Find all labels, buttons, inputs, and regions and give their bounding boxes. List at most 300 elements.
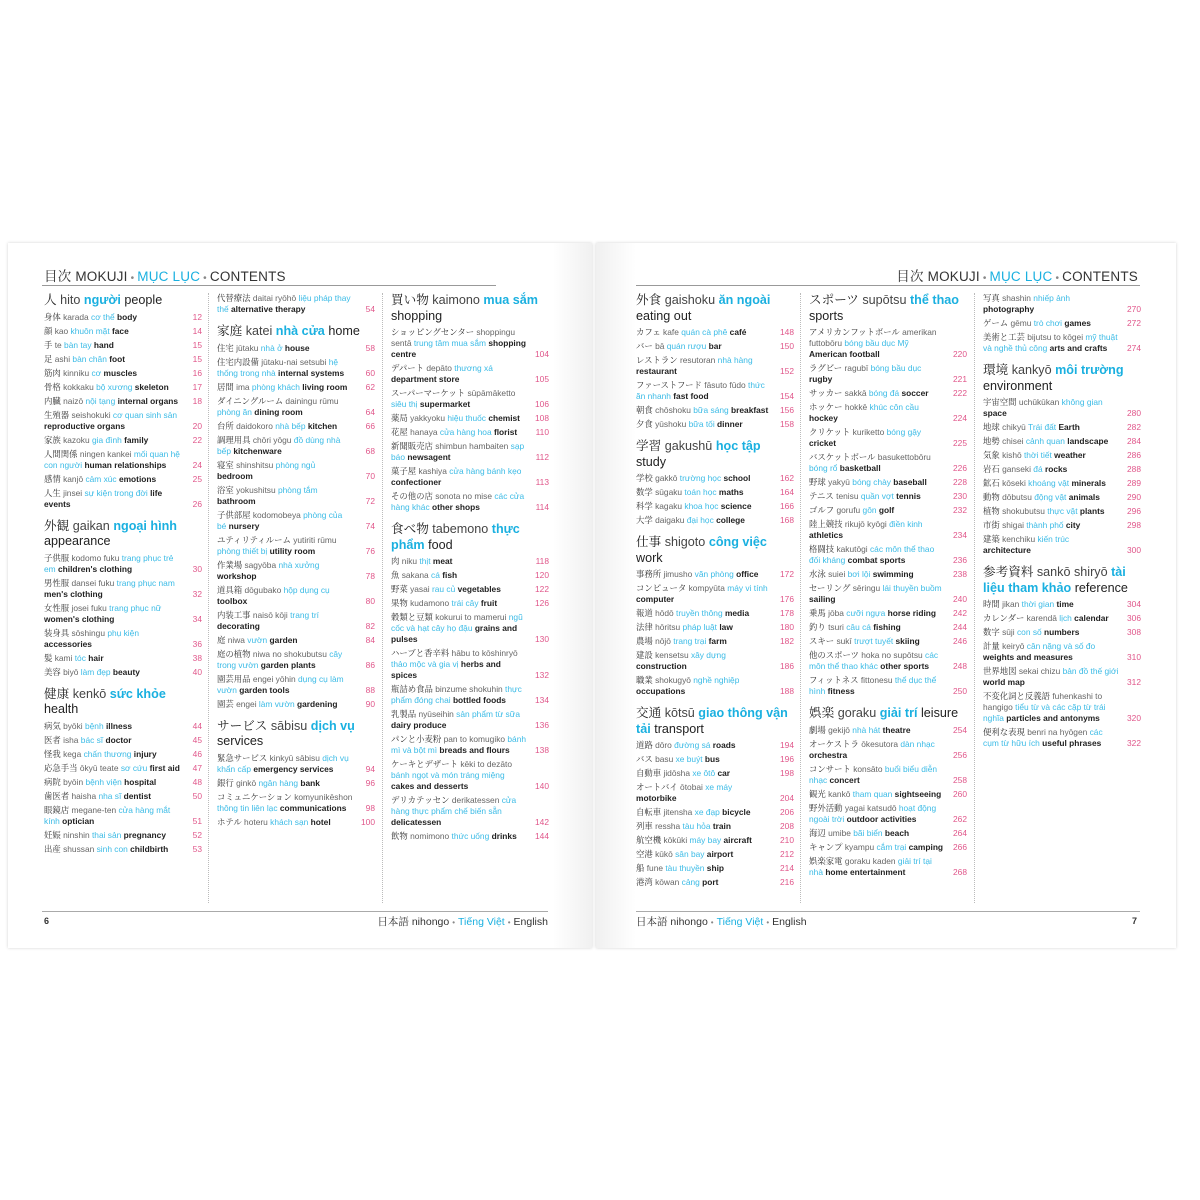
entry-ro: dōro xyxy=(655,740,672,750)
toc-entry[interactable] xyxy=(217,510,375,532)
entry-jp: 髪 xyxy=(44,652,53,663)
toc-entry[interactable] xyxy=(809,739,967,761)
entry-vi: phòng ăn xyxy=(217,406,252,417)
entry-text xyxy=(44,749,184,760)
toc-entry[interactable] xyxy=(44,312,202,323)
entry-ro: ima xyxy=(236,381,250,392)
toc-entry[interactable] xyxy=(983,422,1141,433)
toc-entry[interactable] xyxy=(636,380,794,402)
entry-vi: cây trong vườn xyxy=(217,648,343,670)
entry-text xyxy=(809,388,949,399)
entry-ro: dōbutsu xyxy=(1002,492,1032,502)
entry-en: gardening xyxy=(297,698,338,709)
toc-entry[interactable] xyxy=(809,636,967,647)
entry-jp: カレンダー xyxy=(983,613,1025,623)
toc-entry[interactable] xyxy=(636,515,794,526)
entry-page-number: 226 xyxy=(953,463,967,473)
entry-vi: tham quan xyxy=(852,788,893,799)
entry-en: architecture xyxy=(983,545,1031,555)
entry-text xyxy=(217,421,357,432)
entry-text xyxy=(636,675,776,697)
entry-vi: sân bay xyxy=(675,849,705,859)
toc-entry[interactable] xyxy=(391,413,549,424)
entry-text xyxy=(983,727,1123,749)
entry-ro: kenchiku xyxy=(1002,534,1036,544)
toc-entry[interactable] xyxy=(217,635,375,646)
entry-text xyxy=(809,327,949,360)
entry-page-number: 120 xyxy=(535,570,549,580)
toc-entry[interactable] xyxy=(391,363,549,385)
toc-entry[interactable] xyxy=(983,691,1141,724)
toc-entry[interactable] xyxy=(636,608,794,619)
toc-entry[interactable] xyxy=(391,327,549,360)
toc-entry[interactable] xyxy=(44,763,202,774)
toc-entry[interactable] xyxy=(636,583,794,605)
section-heading xyxy=(44,293,202,309)
toc-entry[interactable] xyxy=(809,491,967,502)
toc-entry[interactable] xyxy=(809,569,967,580)
toc-entry[interactable] xyxy=(391,759,549,792)
entry-page-number: 46 xyxy=(192,748,202,759)
toc-entry[interactable] xyxy=(809,402,967,424)
entry-text xyxy=(983,464,1123,475)
entry-ro: hokkē xyxy=(844,402,868,412)
entry-ro: rikujō kyōgi xyxy=(844,519,887,529)
heading-vi: giải trí xyxy=(879,706,918,720)
toc-entry[interactable] xyxy=(636,341,794,352)
entry-vi: cắm trại xyxy=(876,841,907,852)
entry-en: bicycle xyxy=(722,807,751,817)
toc-entry[interactable] xyxy=(636,675,794,697)
toc-entry[interactable] xyxy=(636,835,794,846)
entry-vi: cưỡi ngựa xyxy=(846,608,886,618)
entry-ro: umibe xyxy=(828,827,851,838)
toc-entry[interactable] xyxy=(983,599,1141,610)
entry-ro: niwa xyxy=(227,634,245,645)
entry-text xyxy=(391,413,531,424)
entry-en: school xyxy=(723,473,751,483)
toc-entry[interactable] xyxy=(809,583,967,605)
entry-ro: te xyxy=(54,339,62,350)
entry-en: optician xyxy=(62,815,95,826)
toc-entry[interactable] xyxy=(636,473,794,484)
entry-text xyxy=(44,578,184,600)
entry-en: media xyxy=(724,608,750,618)
toc-entry[interactable] xyxy=(809,650,967,672)
entry-page-number: 66 xyxy=(365,420,375,431)
toc-entry[interactable] xyxy=(809,622,967,633)
heading-jp: スポーツ xyxy=(809,293,859,307)
toc-entry[interactable] xyxy=(983,613,1141,624)
entry-text xyxy=(391,466,531,488)
toc-entry[interactable] xyxy=(809,505,967,516)
toc-entry[interactable] xyxy=(809,789,967,800)
entry-page-number: 206 xyxy=(780,807,794,817)
entry-jp: 居間 xyxy=(217,381,234,392)
toc-entry[interactable] xyxy=(44,578,202,600)
toc-entry[interactable] xyxy=(391,441,549,463)
toc-entry[interactable] xyxy=(217,792,375,814)
entry-text xyxy=(636,636,776,647)
entry-en: vegetables xyxy=(457,584,501,594)
toc-entry[interactable] xyxy=(217,382,375,393)
entry-jp: 手 xyxy=(44,339,53,350)
toc-entry[interactable] xyxy=(983,534,1141,556)
entry-jp: 法律 xyxy=(636,622,653,632)
toc-entry[interactable] xyxy=(636,405,794,416)
toc-entry[interactable] xyxy=(809,388,967,399)
toc-entry[interactable] xyxy=(983,727,1141,749)
toc-entry[interactable] xyxy=(983,506,1141,517)
section-heading xyxy=(636,293,794,324)
heading-en: leisure xyxy=(921,706,959,720)
entry-en: bottled foods xyxy=(452,695,506,705)
entry-vi: phụ kiện xyxy=(107,627,139,638)
toc-entry[interactable] xyxy=(44,721,202,732)
toc-entry[interactable] xyxy=(636,807,794,818)
toc-entry[interactable] xyxy=(217,357,375,379)
header-en: CONTENTS xyxy=(209,269,286,284)
entry-en: car xyxy=(717,768,731,778)
toc-entry[interactable] xyxy=(391,795,549,828)
toc-entry[interactable] xyxy=(636,622,794,633)
entry-vi: bữa sáng xyxy=(693,405,729,415)
entry-en: confectioner xyxy=(391,477,442,487)
toc-entry[interactable] xyxy=(391,734,549,756)
toc-entry[interactable] xyxy=(44,844,202,855)
entry-jp: 身体 xyxy=(44,311,61,322)
page-number: 7 xyxy=(1132,916,1138,926)
entry-text xyxy=(636,487,776,498)
toc-entry[interactable] xyxy=(44,396,202,407)
entry-en: chemist xyxy=(488,413,520,423)
toc-entry[interactable] xyxy=(983,641,1141,663)
heading-jp: 参考資料 xyxy=(983,565,1034,579)
toc-entry[interactable] xyxy=(44,474,202,485)
toc-entry[interactable] xyxy=(44,667,202,678)
toc-entry[interactable] xyxy=(636,419,794,430)
entry-vi: sự kiện trong đời xyxy=(84,487,148,498)
toc-entry[interactable] xyxy=(809,477,967,488)
entry-text xyxy=(44,628,184,650)
toc-entry[interactable] xyxy=(983,666,1141,688)
entry-text xyxy=(636,754,776,765)
toc-entry[interactable] xyxy=(809,544,967,566)
toc-entry[interactable] xyxy=(44,410,202,432)
toc-entry[interactable] xyxy=(44,382,202,393)
toc-entry[interactable] xyxy=(391,612,549,645)
toc-entry[interactable] xyxy=(809,828,967,839)
toc-entry[interactable] xyxy=(391,831,549,842)
entry-ro: derikatessen xyxy=(451,795,500,805)
toc-entry[interactable] xyxy=(809,519,967,541)
toc-entry[interactable] xyxy=(217,535,375,557)
toc-entry[interactable] xyxy=(391,709,549,731)
toc-entry[interactable] xyxy=(636,821,794,832)
entry-page-number: 50 xyxy=(192,790,202,801)
heading-jp: 人 xyxy=(44,293,57,307)
entry-jp: 時間 xyxy=(983,599,1000,609)
toc-entry[interactable] xyxy=(391,491,549,513)
entry-vi: phòng của bé xyxy=(217,509,343,531)
entry-jp: コミュニケーション xyxy=(217,791,292,802)
entry-ro: jimusho xyxy=(663,569,693,579)
entry-ro: kakutōgi xyxy=(836,544,868,554)
entry-en: breads and flours xyxy=(439,745,510,755)
toc-entry[interactable] xyxy=(391,466,549,488)
entry-en: drinks xyxy=(491,831,517,841)
entry-text xyxy=(809,452,949,474)
toc-entry[interactable] xyxy=(217,610,375,632)
entry-page-number: 156 xyxy=(780,405,794,415)
entry-jp: ホッケー xyxy=(809,402,843,412)
entry-vi: thành phố xyxy=(1026,520,1064,530)
entry-ro: keiryō xyxy=(1002,641,1025,651)
toc-entry[interactable] xyxy=(636,355,794,377)
entry-ro: shimbun hambaiten xyxy=(435,441,509,451)
entry-page-number: 234 xyxy=(953,530,967,540)
toc-entry[interactable] xyxy=(809,608,967,619)
entry-en: newsagent xyxy=(407,452,451,462)
toc-entry[interactable] xyxy=(217,585,375,607)
entry-text xyxy=(809,622,949,633)
entry-jp: 穀類と豆類 xyxy=(391,612,433,622)
entry-jp: 調理用具 xyxy=(217,434,251,445)
toc-entry[interactable] xyxy=(44,603,202,625)
toc-entry[interactable] xyxy=(44,777,202,788)
entry-vi: nhà bếp xyxy=(275,420,306,431)
entry-text xyxy=(391,363,531,385)
entry-page-number: 64 xyxy=(365,406,375,417)
toc-entry[interactable] xyxy=(44,435,202,446)
toc-entry[interactable] xyxy=(391,388,549,410)
toc-entry[interactable] xyxy=(983,436,1141,447)
heading-ro: kenkō xyxy=(72,686,107,701)
toc-entry[interactable] xyxy=(217,485,375,507)
entry-vi: bóng chày xyxy=(852,477,891,487)
toc-entry[interactable] xyxy=(636,877,794,888)
entry-jp: 地球 xyxy=(983,422,1000,432)
entry-vi: khúc côn cầu xyxy=(869,402,919,412)
toc-entry[interactable] xyxy=(983,332,1141,354)
toc-entry[interactable] xyxy=(391,684,549,706)
entry-ro: kūkō xyxy=(655,849,673,859)
toc-entry[interactable] xyxy=(983,520,1141,531)
toc-entry[interactable] xyxy=(44,326,202,337)
entry-jp: バー xyxy=(636,341,653,351)
entry-vi: thức uống xyxy=(451,831,490,841)
entry-ro: fuhenkashi to hangigo xyxy=(983,691,1103,712)
entry-en: body xyxy=(117,311,138,322)
toc-entry[interactable] xyxy=(809,363,967,385)
entry-page-number: 138 xyxy=(535,745,549,755)
toc-entry[interactable] xyxy=(391,598,549,609)
toc-entry[interactable] xyxy=(809,856,967,878)
entry-jp: 寝室 xyxy=(217,459,234,470)
entry-en: theatre xyxy=(882,724,911,735)
toc-entry[interactable] xyxy=(217,674,375,696)
toc-entry[interactable] xyxy=(391,556,549,567)
toc-entry[interactable] xyxy=(636,569,794,580)
toc-entry[interactable] xyxy=(636,754,794,765)
toc-entry[interactable] xyxy=(391,648,549,681)
toc-entry[interactable] xyxy=(391,427,549,438)
entry-jp: 代替療法 xyxy=(217,293,251,303)
entry-page-number: 230 xyxy=(953,491,967,501)
entry-en: beach xyxy=(884,827,910,838)
toc-entry[interactable] xyxy=(217,560,375,582)
toc-entry[interactable] xyxy=(636,636,794,647)
toc-entry[interactable] xyxy=(44,653,202,664)
toc-entry[interactable] xyxy=(983,492,1141,503)
heading-en: sports xyxy=(809,308,844,323)
toc-entry[interactable] xyxy=(44,488,202,510)
toc-entry[interactable] xyxy=(44,354,202,365)
heading-vi: công việc xyxy=(708,535,767,549)
entry-ro: ningen kankei xyxy=(79,448,132,459)
entry-ro: kanjō xyxy=(63,473,84,484)
entry-ro: shigai xyxy=(1002,520,1024,530)
toc-entry[interactable] xyxy=(983,464,1141,475)
entry-page-number: 300 xyxy=(1127,545,1141,555)
toc-entry[interactable] xyxy=(217,817,375,828)
entry-ro: ōtobai xyxy=(680,782,703,792)
toc-entry[interactable] xyxy=(636,501,794,512)
entry-en: bedroom xyxy=(217,470,253,481)
toc-entry[interactable] xyxy=(809,427,967,449)
toc-entry[interactable] xyxy=(391,570,549,581)
entry-jp: パンと小麦粉 xyxy=(391,734,442,744)
heading-ro: katei xyxy=(245,324,273,338)
footer-languages xyxy=(377,914,548,929)
toc-entry[interactable] xyxy=(44,340,202,351)
toc-entry[interactable] xyxy=(217,293,375,315)
entry-jp: バス xyxy=(636,754,653,764)
toc-entry[interactable] xyxy=(44,791,202,802)
entry-jp: 建築 xyxy=(983,534,1000,544)
entry-en: orchestra xyxy=(809,749,848,760)
toc-entry[interactable] xyxy=(217,396,375,418)
entry-page-number: 266 xyxy=(953,841,967,852)
toc-entry[interactable] xyxy=(636,487,794,498)
toc-entry[interactable] xyxy=(983,450,1141,461)
entry-text xyxy=(809,608,949,619)
entry-jp: 自動車 xyxy=(636,768,662,778)
entry-en: fruit xyxy=(480,598,498,608)
entry-ro: shoppingu sentā xyxy=(391,327,516,348)
entry-en: grains and pulses xyxy=(391,623,518,644)
toc-entry[interactable] xyxy=(217,421,375,432)
toc-entry[interactable] xyxy=(217,435,375,457)
toc-entry[interactable] xyxy=(636,327,794,338)
entry-page-number: 222 xyxy=(953,388,967,398)
heading-jp: 交通 xyxy=(636,706,662,720)
entry-ro: ragubī xyxy=(844,363,869,373)
entry-text xyxy=(636,327,776,338)
toc-entry[interactable] xyxy=(217,649,375,671)
entry-jp: 男性服 xyxy=(44,577,70,588)
toc-entry[interactable] xyxy=(636,650,794,672)
heading-ro: kankyō xyxy=(1011,363,1052,377)
entry-en: weights and measures xyxy=(983,652,1073,662)
toc-entry[interactable] xyxy=(636,782,794,804)
entry-page-number: 312 xyxy=(1127,677,1141,687)
toc-entry[interactable] xyxy=(636,863,794,874)
entry-jp: 美術と工芸 xyxy=(983,332,1025,342)
toc-entry[interactable] xyxy=(217,699,375,710)
entry-en: bar xyxy=(708,341,722,351)
toc-entry[interactable] xyxy=(636,849,794,860)
toc-entry[interactable] xyxy=(983,293,1141,315)
entry-ro: isha xyxy=(63,734,79,745)
entry-page-number: 264 xyxy=(953,827,967,838)
toc-entry[interactable] xyxy=(44,553,202,575)
toc-entry[interactable] xyxy=(809,452,967,474)
entry-ro: fune xyxy=(646,863,664,873)
entry-page-number: 36 xyxy=(192,638,202,649)
toc-entry[interactable] xyxy=(809,842,967,853)
toc-entry[interactable] xyxy=(983,318,1141,329)
heading-ro: kōtsū xyxy=(664,706,695,720)
toc-entry[interactable] xyxy=(809,803,967,825)
entry-en: hockey xyxy=(809,413,838,423)
toc-entry[interactable] xyxy=(44,735,202,746)
entry-en: communications xyxy=(279,802,347,813)
toc-entry[interactable] xyxy=(217,753,375,775)
entry-ro: gekijō xyxy=(828,724,850,735)
toc-entry[interactable] xyxy=(217,343,375,354)
toc-entry[interactable] xyxy=(391,584,549,595)
toc-entry[interactable] xyxy=(809,327,967,360)
toc-entry[interactable] xyxy=(983,478,1141,489)
toc-entry[interactable] xyxy=(636,768,794,779)
toc-entry[interactable] xyxy=(44,830,202,841)
toc-entry[interactable] xyxy=(809,675,967,697)
toc-entry[interactable] xyxy=(44,368,202,379)
toc-entry[interactable] xyxy=(983,397,1141,419)
toc-entry[interactable] xyxy=(217,460,375,482)
entry-page-number: 38 xyxy=(192,652,202,663)
entry-text xyxy=(44,354,184,365)
entry-page-number: 44 xyxy=(192,720,202,731)
entry-vi: cá xyxy=(431,570,440,580)
toc-entry[interactable] xyxy=(809,764,967,786)
entry-en: sightseeing xyxy=(894,788,942,799)
toc-entry[interactable] xyxy=(44,449,202,471)
entry-page-number: 176 xyxy=(780,594,794,604)
entry-en: camping xyxy=(908,841,944,852)
entry-vi: nội tạng xyxy=(85,395,116,406)
entry-page-number: 144 xyxy=(535,831,549,841)
entry-text xyxy=(391,327,531,360)
heading-jp: 食べ物 xyxy=(391,522,429,536)
entry-page-number: 210 xyxy=(780,835,794,845)
entry-jp: サッカー xyxy=(809,388,843,398)
toc-entry[interactable] xyxy=(44,628,202,650)
entry-text xyxy=(44,553,184,575)
toc-entry[interactable] xyxy=(636,740,794,751)
toc-entry[interactable] xyxy=(809,725,967,736)
toc-entry[interactable] xyxy=(44,805,202,827)
toc-entry[interactable] xyxy=(44,749,202,760)
entry-text xyxy=(217,610,357,632)
entry-ro: hanaya xyxy=(410,427,438,437)
toc-entry[interactable] xyxy=(217,778,375,789)
entry-page-number: 76 xyxy=(365,545,375,556)
entry-en: injury xyxy=(133,748,157,759)
toc-entry[interactable] xyxy=(983,627,1141,638)
entry-jp: 緊急サービス xyxy=(217,752,268,763)
